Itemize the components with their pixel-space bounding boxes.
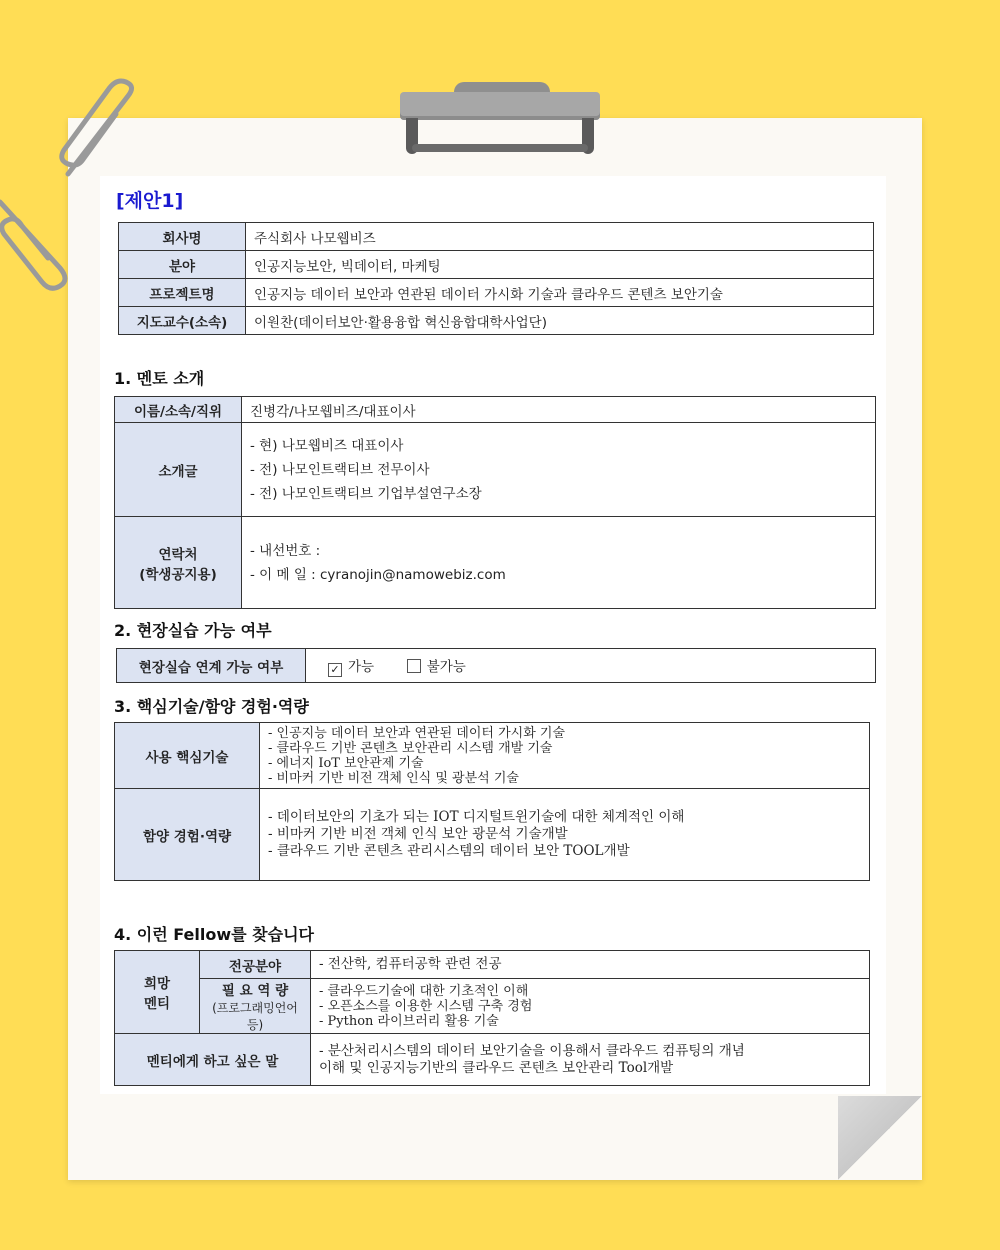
experience-list [260,789,870,881]
list-item: - 에너지 IoT 보안관제 기술 [268,755,424,771]
paperclip-icon [50,78,150,188]
field-value: 인공지능보안, 빅데이터, 마케팅 [246,251,874,279]
message-line: 이해 및 인공지능기반의 클라우드 콘텐츠 보안관리 Tool개발 [319,1059,674,1076]
wish-label-1: 희망 [143,976,171,992]
mentor-contact-label [115,517,242,609]
list-item: - 현) 나모웹비즈 대표이사 [250,437,404,454]
major-value [311,951,870,979]
list-item: - 이 메 일 : cyranojin@namowebiz.com [250,566,506,583]
list-item: - 전) 나모인트랙티브 전무이사 [250,461,430,478]
wish-label-2: 멘티 [143,996,171,1012]
practice-table [116,648,876,683]
tech-heading: 3. 핵심기술/함양 경험·역량 [114,697,309,716]
list-item: - 전) 나모인트랙티브 기업부설연구소장 [250,485,482,502]
clipboard-clip-rail [412,144,588,152]
list-item: - 클라우드 기반 콘텐츠 관리시스템의 데이터 보안 TOOL개발 [268,843,630,859]
message-label: 멘티에게 하고 싶은 말 [115,1034,311,1086]
skill-subtitle: (프로그래밍언어 등) [212,1001,298,1032]
mentor-contact-list [242,517,876,609]
list-item: - 클라우드기술에 대한 기초적인 이해 [319,983,529,999]
list-item: - 오픈소스를 이용한 시스템 구축 경험 [319,998,533,1014]
list-item: - Python 라이브러리 활용 기술 [319,1013,499,1029]
project-value: 인공지능 데이터 보안과 연관된 데이터 가시화 기술과 클라우드 콘텐츠 보안기술 [246,279,874,307]
company-label: 회사명 [119,223,246,251]
skill-title: 필 요 역 량 [221,983,289,999]
clipboard-clip [400,92,600,120]
core-tech-label: 사용 핵심기술 [115,723,260,789]
paperclip-icon [0,194,84,294]
field-label: 분야 [119,251,246,279]
practice-options [306,649,876,683]
mentor-intro-label: 소개글 [115,423,242,517]
major-label: 전공분야 [200,951,311,979]
proposal-tag: [제안1] [116,190,184,212]
list-item: - 전산학, 컴퓨터공학 관련 전공 [319,956,502,972]
proposal-document [100,176,886,1094]
fellow-table [114,950,870,1086]
skill-label [200,979,311,1034]
mentor-table [114,396,876,609]
list-item: - 내선번호 : [250,542,321,559]
list-item: - 인공지능 데이터 보안과 연관된 데이터 가시화 기술 [268,725,566,741]
company-info-table [118,222,874,335]
option-yes-label: 가능 [348,658,375,675]
mentor-intro-list [242,423,876,517]
skill-list [311,979,870,1034]
tech-table [114,722,870,881]
option-no-label: 불가능 [426,658,466,675]
mentor-name-value: 진병각/나모웹비즈/대표이사 [242,397,876,423]
project-label: 프로젝트명 [119,279,246,307]
list-item: - 비마커 기반 비전 객체 인식 및 광분석 기술 [268,770,519,786]
message-text [311,1034,870,1086]
checkbox-yes[interactable]: ✓ [328,663,342,677]
checkbox-no[interactable] [407,659,421,673]
page-fold [838,1096,922,1180]
list-item: - 클라우드 기반 콘텐츠 보안관리 시스템 개발 기술 [268,740,553,756]
professor-label: 지도교수(소속) [119,307,246,335]
list-item: - 비마커 기반 비전 객체 인식 보안 광문석 기술개발 [268,826,568,842]
practice-heading: 2. 현장실습 가능 여부 [114,621,272,640]
contact-subtitle: (학생공지용) [139,566,217,583]
company-value: 주식회사 나모웹비즈 [246,223,874,251]
list-item: - 데이터보안의 기초가 되는 IOT 디지털트윈기술에 대한 체계적인 이해 [268,809,685,825]
mentor-name-label: 이름/소속/직위 [115,397,242,423]
professor-value: 이원찬(데이터보안·활용융합 혁신융합대학사업단) [246,307,874,335]
experience-label: 함양 경험·역량 [115,789,260,881]
practice-label: 현장실습 연계 가능 여부 [117,649,306,683]
message-line: - 분산처리시스템의 데이터 보안기술을 이용해서 클라우드 컴퓨팅의 개념 [319,1042,745,1059]
core-tech-list [260,723,870,789]
fellow-heading: 4. 이런 Fellow를 찾습니다 [114,925,314,944]
wish-mentee-label [115,951,200,1034]
contact-title: 연락처 [158,546,198,563]
mentor-heading: 1. 멘토 소개 [114,369,205,388]
